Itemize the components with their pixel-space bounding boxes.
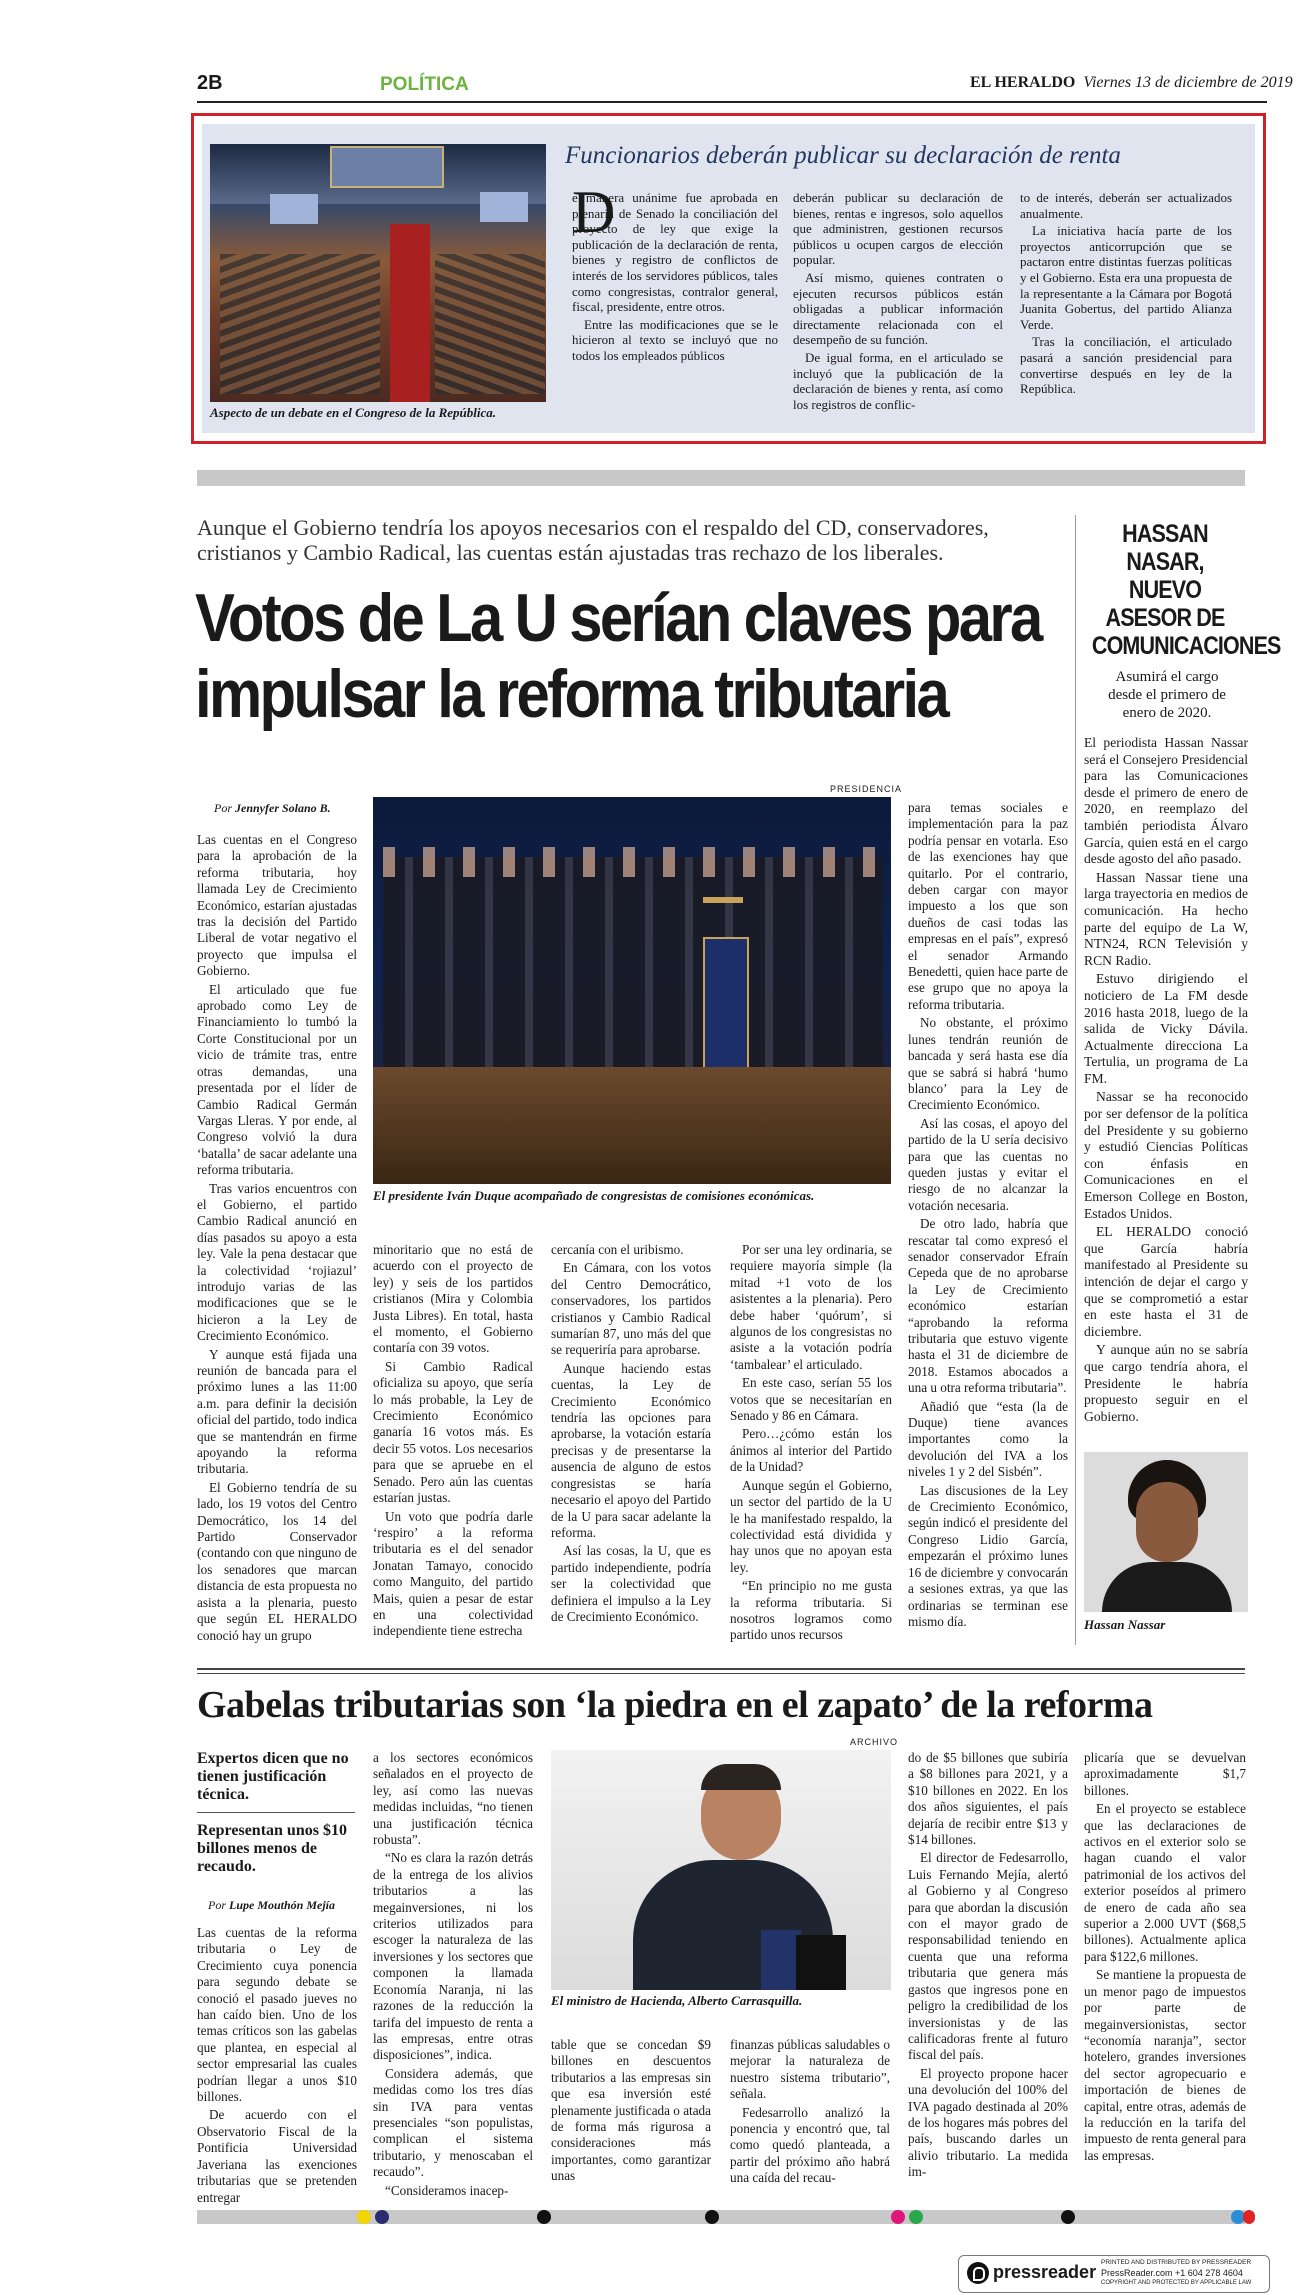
paragraph: Las cuentas en el Congreso para la aprobación de la reforma tributaria, hoy llamada Ley de Crecimiento Económico, estarían ajustadas tras la decisión del Partido Liberal de votar negativo el proyecto que impulsa el Gobierno.: [197, 832, 357, 979]
header-rule: [197, 101, 1267, 103]
paragraph: Así las cosas, la U, que es partido independiente, podría ser la colectividad que definiera el impulso a la Ley de Crecimiento Económico.: [551, 1543, 711, 1624]
main-byline: [214, 801, 331, 816]
main-photo-caption: El presidente Iván Duque acompañado de congresistas de comisiones económicas.: [373, 1188, 815, 1203]
paragraph: e manera unánime fue aprobada en plenaria de Senado la conciliación del proyecto de ley que exige la publicación de la declaración de renta, bienes y registro de conflictos de interés de los servidores públicos, tales como congresistas, contralor general, fiscal, presidente, entre otros.: [572, 190, 778, 315]
brief-drop-cap: D: [572, 179, 616, 245]
paragraph: Tras la conciliación, el articulado pasará a sanción presidencial para convertirse después en ley de la República.: [1020, 334, 1232, 397]
second-photo-credit: ARCHIVO: [850, 1737, 899, 1747]
second-col-4: [730, 2037, 890, 2187]
paragraph: deberán publicar su declaración de bienes, rentas e ingresos, solo aquellos que administren, gestionen recursos públicos u ocupen cargos de elección popular.: [793, 190, 1003, 268]
paragraph: Estuvo dirigiendo el noticiero de La FM desde 2016 hasta 2018, luego de la salida de Vicky Dávila. Actualmente direcciona La Tertulia, un programa de La FM.: [1084, 971, 1248, 1086]
paragraph: No obstante, el próximo lunes tendrán reunión de bancada y será hasta ese día que se sabrá si habrá ‘humo blanco’ para la Ley de Crecimiento Económico.: [908, 1015, 1068, 1113]
second-photo-caption: El ministro de Hacienda, Alberto Carrasquilla.: [551, 1993, 803, 2008]
story-divider: [197, 1668, 1245, 1670]
brief-photo-caption: Aspecto de un debate en el Congreso de la República.: [210, 405, 496, 420]
paragraph: do de $5 billones que subiría a $8 billones para 2021, y a $10 billones en 2022. En los dos años siguientes, el país dejaría de recibir entre $13 y $14 billones.: [908, 1750, 1068, 1848]
paragraph: El proyecto propone hacer una devolución del 100% del IVA pagado destinada al 20% de los hogares más pobres del país, buscando darles un alivio tributario. La medida im-: [908, 2065, 1068, 2180]
paragraph: finanzas públicas saludables o mejorar la naturaleza de nuestro sistema tributario”, señala.: [730, 2037, 890, 2102]
paragraph: De otro lado, habría que rescatar tal como expresó el senador conservador Efraín Cepeda que de no aprobarse la Ley de Crecimiento económico estarían “aprobando la reforma tributaria que estuvo vigente hasta el 31 de diciembre de 2018. Estamos abocados a una u otra reforma tributaria”.: [908, 1216, 1068, 1396]
main-col-1: [197, 832, 357, 1644]
main-photo-credit: PRESIDENCIA: [830, 784, 903, 794]
sidebar-subtitle: Asumirá el cargo desde el primero de enero de 2020.: [1108, 669, 1226, 721]
paragraph: Las cuentas de la reforma tributaria o Ley de Crecimiento cuya ponencia para segundo debate se conoció el pasado jueves no han caído bien. Uno de los temas críticos son las gabelas que plantea, en especial al sector empresarial las cuales podrían llegar a unos $10 billones.: [197, 1925, 357, 2105]
paragraph: “No es clara la razón detrás de la entrega de los alivios tributarios a las megainversiones, ni los criterios utilizados para escoger la naturaleza de las inversiones y los sectores que componen la llamada Economía Naranja, ni las razones de la reducción la tarifa del impuesto de renta a las empresas, entre otras disposiciones”, indica.: [373, 1850, 533, 2063]
sidebar-rule: [1075, 515, 1076, 1645]
paragraph: Aunque según el Gobierno, un sector del partido de la U le ha manifestado respaldo, la colectividad está dividida y hay unos que no apoyan esta ley.: [730, 1477, 892, 1575]
paragraph: plicaría que se devuelvan aproximadamente $1,7 billones.: [1084, 1750, 1246, 1798]
paragraph: Y aunque está fijada una reunión de bancada para el próximo lunes a las 11:00 a.m. para definir la decisión oficial del partido, todo indica que se mantendrán en firme apoyando la reforma tributaria.: [197, 1346, 357, 1477]
brief-col-3: [1020, 190, 1232, 397]
pressreader-line-3: COPYRIGHT AND PROTECTED BY APPLICABLE LAW: [1101, 2280, 1252, 2286]
paragraph: Nassar se ha reconocido por ser defensor de la política del Presidente y su gobierno y estudió Ciencias Políticas con énfasis en Comunicaciones en el Emerson College en Boston, Estados Unidos.: [1084, 1089, 1248, 1221]
second-photo: [551, 1750, 891, 1990]
second-byline: [208, 1898, 335, 1913]
highlight-rule: [197, 1812, 355, 1813]
main-headline: Votos de La U serían claves para impulsar la reforma tributaria: [195, 580, 1041, 732]
second-col-1: [197, 1925, 357, 2206]
paragraph: En Cámara, con los votos del Centro Democrático, conservadores, los partidos cristianos y Cambio Radical sumarían 87, uno más del que se requeriría para aprobarse.: [551, 1260, 711, 1358]
masthead: [970, 74, 1293, 92]
main-photo: [373, 797, 891, 1184]
section-label: POLÍTICA: [380, 74, 469, 95]
paragraph: “En principio no me gusta la reforma tributaria. Si nosotros logramos como partido unos recursos: [730, 1578, 892, 1643]
paragraph: Hassan Nassar tiene una larga trayectoria en medios de comunicación. Ha hecho parte del equipo de La W, NTN24, RCN Televisión y RCN Radio.: [1084, 869, 1248, 968]
brief-col-2: [793, 190, 1003, 412]
second-col-3: [551, 2037, 711, 2185]
paragraph: De igual forma, en el articulado se incluyó que la publicación de la declaración de bienes y renta, así como los registros de conflic-: [793, 349, 1003, 412]
paragraph: De acuerdo con el Observatorio Fiscal de la Pontificia Universidad Javeriana las exenciones tributarias que se pretenden entregar: [197, 2107, 357, 2205]
paragraph: Si Cambio Radical oficializa su apoyo, que sería lo más probable, la Ley de Crecimiento Económico ganaría 16 votos más. Es decir 55 votos. Los necesarios para que se apruebe en el Senado. Pero aún las cuentas estarían justas.: [373, 1358, 533, 1506]
sidebar-body: [1084, 735, 1248, 1425]
highlight-1: Expertos dicen que no tienen justificación técnica.: [197, 1750, 349, 1803]
sidebar-title: HASSAN NASAR, NUEVO ASESOR DE COMUNICACIONES: [1091, 520, 1281, 660]
pressreader-line-1: PRINTED AND DISTRIBUTED BY PRESSREADER: [1101, 2259, 1252, 2266]
second-headline: Gabelas tributarias son ‘la piedra en el zapato’ de la reforma: [197, 1684, 1153, 1726]
paragraph: Fedesarrollo analizó la ponencia y encontró que, tal como quedó planteada, a partir del próximo año habrá una caída del recau-: [730, 2104, 890, 2186]
paragraph: a los sectores económicos señalados en el proyecto de ley, así como las nuevas medidas incluidas, “no tienen una justificación técnica robusta”.: [373, 1750, 533, 1848]
paragraph: Así mismo, quienes contraten o ejecuten recursos públicos están obligadas a publicar información directamente relacionada con el desempeño de su función.: [793, 269, 1003, 348]
paragraph: El director de Fedesarrollo, Luis Fernando Mejía, alertó al Gobierno y al Congreso para que abordan la discusión con el mayor grado de responsabilidad teniendo en cuenta que una reforma tributaria que genera más gastos que ingresos pone en peligro la credibilidad de los inversionistas y de las calificadoras frente al futuro fiscal del país.: [908, 1850, 1068, 2063]
paragraph: En este caso, serían 55 los votos que se necesitarían en Senado y 86 en Cámara.: [730, 1375, 892, 1424]
main-col-4: [730, 1242, 892, 1644]
pressreader-badge: [958, 2255, 1270, 2293]
paragraph: “Consideramos inacep-: [385, 2182, 509, 2198]
second-col-5: [908, 1750, 1068, 2181]
paragraph: Considera además, que medidas como los tres días sin IVA para ventas presenciales “son populistas, complican el sistema tributario, y menoscaban el recaudo”.: [373, 2065, 533, 2180]
main-deck: Aunque el Gobierno tendría los apoyos necesarios con el respaldo del CD, conservadores, cristianos y Cambio Radical, las cuentas están ajustadas tras rechazo de los liberales.: [197, 515, 989, 565]
pressreader-icon: [967, 2262, 989, 2284]
paragraph: Aunque haciendo estas cuentas, la Ley de Crecimiento Económico tendría las opciones para aprobarse, la votación estaría precisas y de presentarse la ausencia de alguno de estos congresistas se haría necesario el apoyo del Partido de la U para sacar adelante la reforma.: [551, 1360, 711, 1540]
main-col-3: [551, 1242, 711, 1625]
sidebar-portrait-caption: Hassan Nassar: [1084, 1617, 1166, 1632]
issue-date: Viernes 13 de diciembre de 2019: [1083, 74, 1293, 91]
story-divider-thin: [197, 1673, 1245, 1674]
second-col-6: [1084, 1750, 1246, 2164]
paragraph: Y aunque aún no se sabría que cargo tendría ahora, el Presidente le habría propuesto seguir en el Gobierno.: [1084, 1342, 1248, 1424]
brief-col-1: [572, 190, 778, 364]
main-col-5: [908, 800, 1068, 1630]
second-col-2: [373, 1750, 533, 2199]
registration-bar: [197, 2210, 1245, 2224]
paragraph: La iniciativa hacía parte de los proyectos anticorrupción que se pactaron entre distintas fuerzas políticas y el Gobierno. Esta era una propuesta de la representante a la Cámara por Bogotá Juanita Gobertus, del partido Alianza Verde.: [1020, 223, 1232, 332]
byline-prefix: Por: [214, 801, 232, 815]
brief-photo: [210, 144, 546, 402]
paper-name: EL HERALDO: [970, 74, 1076, 91]
paragraph: Tras varios encuentros con el Gobierno, el partido Cambio Radical anunció en días pasados su apoyo a esta ley. Vale la pena destacar que la colectividad ‘rojiazul’ introdujo varias de las modificaciones que se le hicieron a la Ley de Crecimiento Económico.: [197, 1180, 357, 1344]
paragraph: to de interés, deberán ser actualizados anualmente.: [1020, 190, 1232, 221]
paragraph: table que se concedan $9 billones en descuentos tributarios a las empresas sin que esa inversión esté plenamente justificada o atada de forma más rigurosa a consideraciones más importantes, como garantizar unas: [551, 2037, 712, 2184]
paragraph: Por ser una ley ordinaria, se requiere mayoría simple (la mitad +1 voto de los asistentes a la plenaria). Pero debe haber ‘quórum’, si algunos de los congresistas no asiste a la votación podría ‘tambalear’ el articulado.: [730, 1242, 892, 1372]
section-divider: [197, 470, 1245, 486]
pressreader-line-2: PressReader.com +1 604 278 4604: [1101, 2268, 1243, 2278]
sidebar-portrait: [1084, 1452, 1248, 1612]
paragraph: En el proyecto se establece que las declaraciones de activos en el exterior solo se hagan cuando el valor patrimonial de los activos del exterior poseídos al primero de enero de cada año sea superior a 2.000 UVT ($68,5 billones). Actualmente aplica para $122,6 millones.: [1084, 1801, 1246, 1964]
paragraph: Añadió que “esta (la de Duque) tiene avances importantes como la devolución del IVA a los niveles 1 y 2 del Sisbén”.: [908, 1398, 1068, 1480]
paragraph: El Gobierno tendría de su lado, los 19 votos del Centro Democrático, los 14 del Partido Conservador (contando con que ninguno de los senadores que marcan distancia de esta propuesta no asista a la plenaria, puesto que según EL HERALDO conoció hay un grupo: [197, 1479, 357, 1643]
brief-title: Funcionarios deberán publicar su declaración de renta: [565, 142, 1121, 169]
paragraph: El periodista Hassan Nassar será el Consejero Presidencial para las Comunicaciones desde el primero de enero de 2020, en reemplazo del también periodista Álvaro García, quien está en el cargo desde agosto del año pasado.: [1084, 735, 1248, 867]
page-number: 2B: [197, 72, 223, 94]
main-col-2: [373, 1242, 533, 1640]
byline-name: Jennyfer Solano B.: [235, 801, 331, 815]
paragraph: Las discusiones de la Ley de Crecimiento Económico, según indicó el presidente del Congreso Lidio García, empezarán el próximo lunes 16 de diciembre y convocarán a sesiones extras, ya que las ordinarias se terminan ese mismo día.: [908, 1482, 1068, 1629]
paragraph: Pero…¿cómo están los ánimos al interior del Partido de la Unidad?: [730, 1426, 892, 1475]
paragraph: EL HERALDO conoció que García habría manifestado al Presidente su intención de dejar el cargo y que se comprometió a estar en este hasta el 31 de diciembre.: [1084, 1224, 1248, 1339]
paragraph: Así las cosas, el apoyo del partido de la U sería decisivo para que las cuentas no queden justas y evitar el riesgo de no alcanzar la votación necesaria.: [908, 1115, 1068, 1213]
paragraph: Entre las modificaciones que se le hicieron al texto se incluyó que no todos los empleados públicos: [572, 316, 778, 363]
paragraph: Un voto que podría darle ‘respiro’ a la reforma tributaria es el del senador Jonatan Tamayo, conocido como Manguito, del partido Mais, quien a pesar de estar en una colectividad independiente tiene estrecha: [373, 1508, 533, 1639]
paragraph: para temas sociales e implementación para la paz podría pensar en votarla. Eso de las exenciones hay que quitarlo. Por el contrario, deben cargar con mayor impuesto a los que son dueños de casi todas las empresas en el país”, expresó el senador Armando Benedetti, quien hace parte de ese grupo que no apoya la reforma tributaria.: [908, 800, 1068, 1012]
paragraph: cercanía con el uribismo.: [551, 1242, 684, 1257]
byline-name: Lupe Mouthón Mejía: [229, 1898, 336, 1912]
pressreader-logo: pressreader: [993, 2262, 1097, 2282]
paragraph: El articulado que fue aprobado como Ley de Financiamiento lo tumbó la Corte Constitucional por un vicio de trámite tras, entre otras demandas, una presentada por el líder de Cambio Radical Germán Vargas Lleras. Y por ende, al Congreso volvió la dura ‘batalla’ de sacar adelante una reforma tributaria.: [197, 981, 357, 1178]
paragraph: Se mantiene la propuesta de un menor pago de impuestos por parte de megainversionistas, sector “economía naranja”, sector hotelero, grandes inversiones del sector agropecuario e importación de bienes de capital, entre otras, además de la reducción en la tarifa del impuesto de renta general para las empresas.: [1084, 1967, 1246, 2163]
byline-prefix: Por: [208, 1898, 226, 1912]
highlight-2: Representan unos $10 billones menos de recaudo.: [197, 1822, 347, 1875]
paragraph: minoritario que no está de acuerdo con el proyecto de ley) y seis de los partidos cristianos (Mira y Colombia Justa Libres). En total, hasta el momento, el Gobierno contaría con 39 votos.: [373, 1242, 533, 1356]
